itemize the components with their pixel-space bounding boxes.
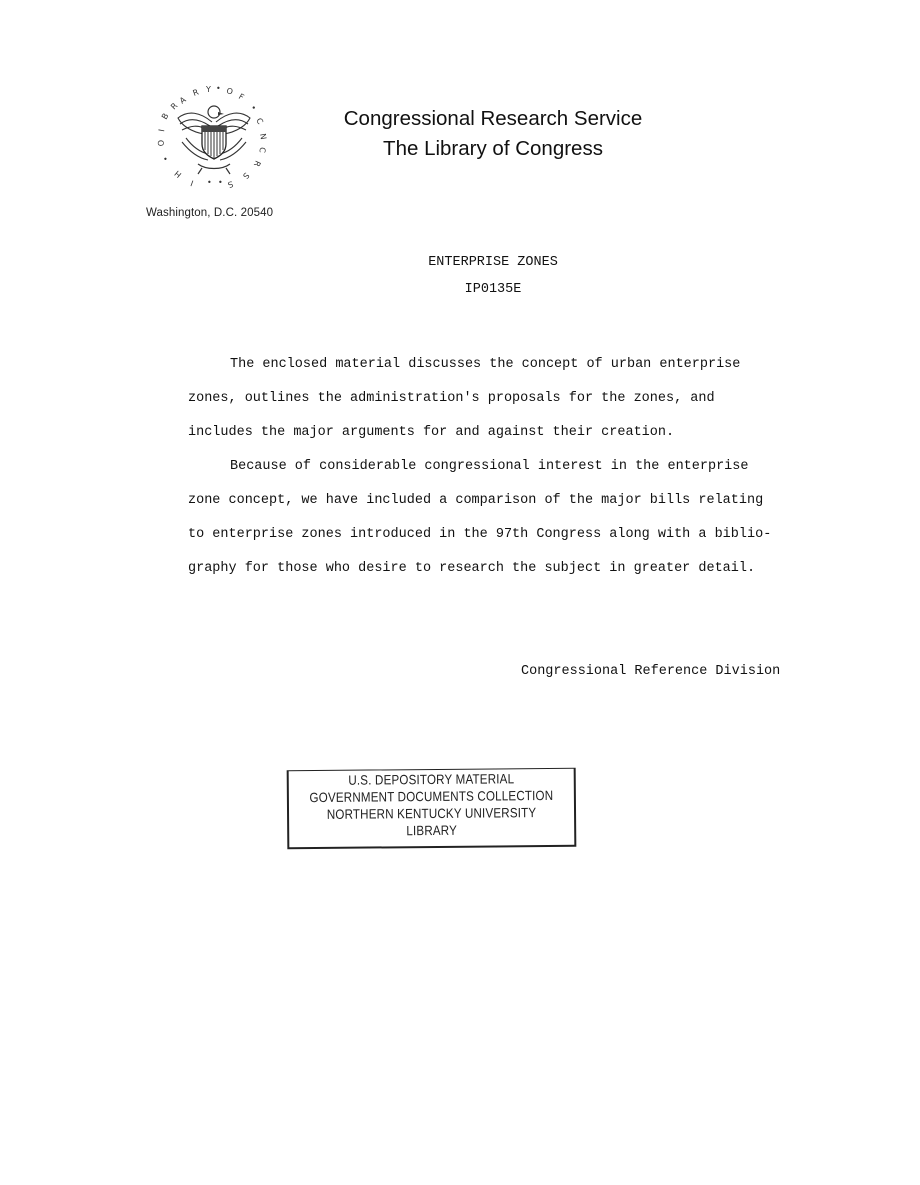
svg-text:C: C (254, 116, 265, 126)
paragraph-line: Because of considerable congressional interest in the enterprise (230, 459, 749, 474)
svg-text:O: O (156, 139, 166, 147)
svg-text:•: • (218, 178, 223, 187)
stamp-line: NORTHERN KENTUCKY UNIVERSITY (326, 805, 537, 822)
svg-text:S: S (240, 170, 251, 181)
document-title: ENTERPRISE ZONES (428, 255, 558, 270)
depository-stamp (287, 768, 577, 850)
document-id: IP0135E (464, 282, 522, 297)
svg-text:R: R (251, 159, 263, 168)
document-heading (380, 249, 606, 303)
svg-text:•: • (216, 84, 221, 93)
svg-text:I: I (157, 128, 167, 133)
stamp-line: U.S. DEPOSITORY MATERIAL (348, 771, 515, 788)
svg-text:•: • (207, 178, 212, 187)
document-body (188, 348, 808, 586)
svg-text:C: C (257, 146, 267, 154)
svg-text:H: H (172, 168, 184, 180)
library-seal (152, 82, 276, 194)
svg-text:N: N (258, 132, 268, 141)
paragraph-line: zones, outlines the administration's proposals for the zones, and (188, 391, 715, 406)
svg-text:O: O (225, 86, 234, 97)
svg-text:R: R (169, 101, 180, 112)
organization-subtitle: The Library of Congress (383, 137, 603, 160)
svg-text:R: R (191, 87, 200, 98)
library-of-congress-seal-icon (152, 82, 276, 194)
svg-text:I: I (189, 178, 195, 188)
location-address: Washington, D.C. 20540 (146, 207, 274, 219)
paragraph-line: includes the major arguments for and against their creation. (188, 425, 675, 440)
organization-name: Congressional Research Service (343, 107, 643, 130)
paragraph-line: zone concept, we have included a comparison of the major bills relating (188, 493, 764, 508)
division-signature: Congressional Reference Division (521, 664, 781, 679)
svg-text:•: • (248, 103, 259, 113)
svg-text:B: B (159, 111, 171, 121)
paragraph-line: to enterprise zones introduced in the 97th Congress along with a biblio- (188, 527, 772, 542)
stamp-line: GOVERNMENT DOCUMENTS COLLECTION (309, 787, 554, 806)
paragraph-line: graphy for those who desire to research the subject in greater detail. (188, 561, 756, 576)
svg-text:Y: Y (206, 85, 211, 94)
stamp-line: LIBRARY (406, 822, 458, 839)
svg-text:F: F (237, 91, 246, 103)
svg-text:A: A (177, 95, 188, 106)
svg-text:S: S (226, 179, 235, 190)
svg-text:•: • (160, 154, 171, 163)
paragraph-line: The enclosed material discusses the concept of urban enterprise (230, 357, 741, 372)
letterhead (320, 104, 666, 164)
